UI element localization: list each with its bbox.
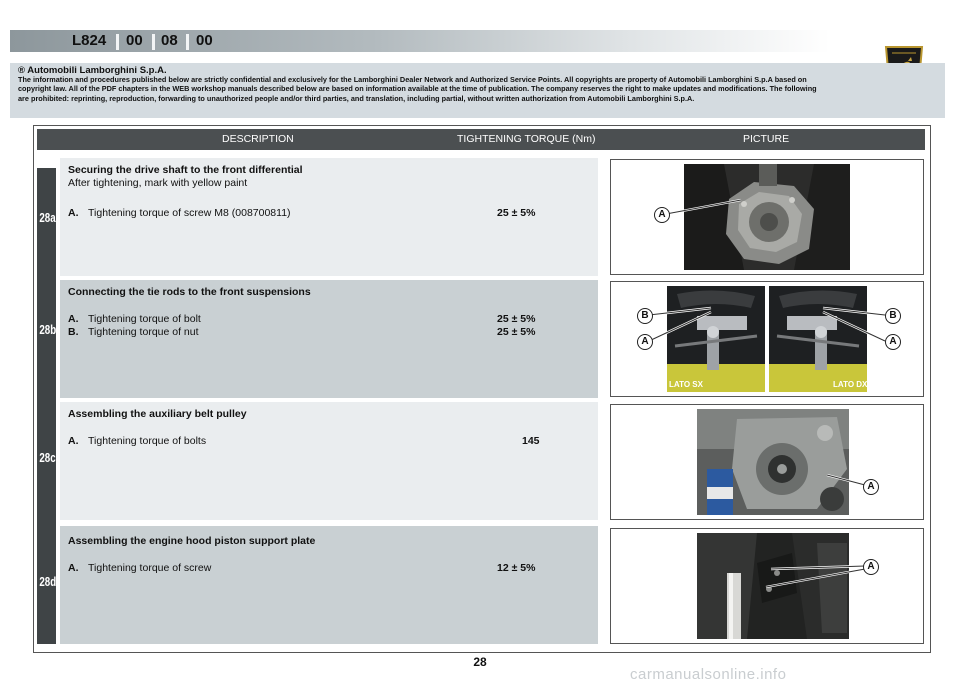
torque-value: 12 ± 5%: [497, 562, 536, 574]
picture-box: [610, 404, 924, 520]
callout-a: A: [863, 559, 879, 575]
callout-leader-lines: [611, 405, 923, 519]
notice-text: The information and procedures published below are strictly confidential and exclusively for the Lamborghini Dealer Network and Authorized Service Points. All copyrights are property of Automobili Lamborghini S.p.A based on copyright law. All of the PDF chapters in the WEB workshop manuals described below are based on information available at the time of publication. The company reserves the right to make updates and modifications. The following are prohibited: reprinting, reproduction, forwarding to unauthorized people and/or third parties, and translation, including partial, without written authorization from Automobili Lamborghini S.p.A.: [18, 75, 817, 103]
torque-value: 25 ± 5%: [497, 326, 536, 338]
item-letter: A.: [68, 435, 79, 447]
code-subgroup: 08: [161, 32, 178, 49]
table-header: [37, 129, 925, 150]
photo-label-left: LATO SX: [669, 380, 703, 389]
torque-value: 25 ± 5%: [497, 313, 536, 325]
picture-box: [610, 528, 924, 644]
table-row: [60, 402, 598, 520]
callout-b-right: B: [885, 308, 901, 324]
callout-a: A: [863, 479, 879, 495]
row-title: Assembling the engine hood piston support plate: [68, 535, 316, 547]
item-text: Tightening torque of screw: [88, 562, 212, 574]
row-title: Securing the drive shaft to the front differential: [68, 164, 303, 176]
item-text: Tightening torque of screw M8 (008700811): [88, 207, 291, 219]
code-separator: [186, 34, 189, 50]
item-letter: A.: [68, 562, 79, 574]
callout-a-left: A: [637, 334, 653, 350]
page-number: 28: [473, 655, 487, 669]
item-text: Tightening torque of nut: [88, 326, 199, 338]
row-item: [68, 326, 199, 338]
torque-value: 25 ± 5%: [497, 207, 536, 219]
callout-a: A: [654, 207, 670, 223]
row-item: [68, 207, 291, 219]
col-description: DESCRIPTION: [222, 133, 294, 145]
col-picture: PICTURE: [743, 133, 790, 145]
code-section: 00: [196, 32, 213, 49]
item-letter: B.: [68, 326, 79, 338]
notice-title: ® Automobili Lamborghini S.p.A.: [18, 65, 167, 76]
torque-value: 145: [522, 435, 540, 447]
table-row: [60, 526, 598, 644]
item-text: Tightening torque of bolts: [88, 435, 207, 447]
row-label-sidebar: [37, 168, 56, 644]
callout-a-right: A: [885, 334, 901, 350]
picture-box: [610, 159, 924, 275]
row-label-28d: 28d: [39, 574, 57, 589]
callout-leader-lines: [611, 529, 923, 643]
col-torque: TIGHTENING TORQUE (Nm): [457, 133, 596, 145]
row-subtitle: After tightening, mark with yellow paint: [68, 177, 248, 189]
callout-b-left: B: [637, 308, 653, 324]
item-letter: A.: [68, 313, 79, 325]
table-row: [60, 158, 598, 276]
row-title: Connecting the tie rods to the front suspensions: [68, 286, 311, 298]
code-group: 00: [126, 32, 143, 49]
code-separator: [152, 34, 155, 50]
code-separator: [116, 34, 119, 50]
row-item: [68, 562, 211, 574]
watermark: carmanualsonline.info: [630, 666, 787, 683]
table-row: [60, 280, 598, 398]
row-item: [68, 313, 201, 325]
row-label-28a: 28a: [39, 210, 56, 225]
photo-label-right: LATO DX: [833, 380, 868, 389]
callout-leader-lines: [611, 282, 923, 396]
item-letter: A.: [68, 207, 79, 219]
code-model: L824: [72, 32, 107, 49]
picture-box: [610, 281, 924, 397]
row-item: [68, 435, 206, 447]
row-label-28c: 28c: [39, 450, 56, 465]
item-text: Tightening torque of bolt: [88, 313, 201, 325]
row-label-28b: 28b: [39, 322, 57, 337]
row-title: Assembling the auxiliary belt pulley: [68, 408, 247, 420]
